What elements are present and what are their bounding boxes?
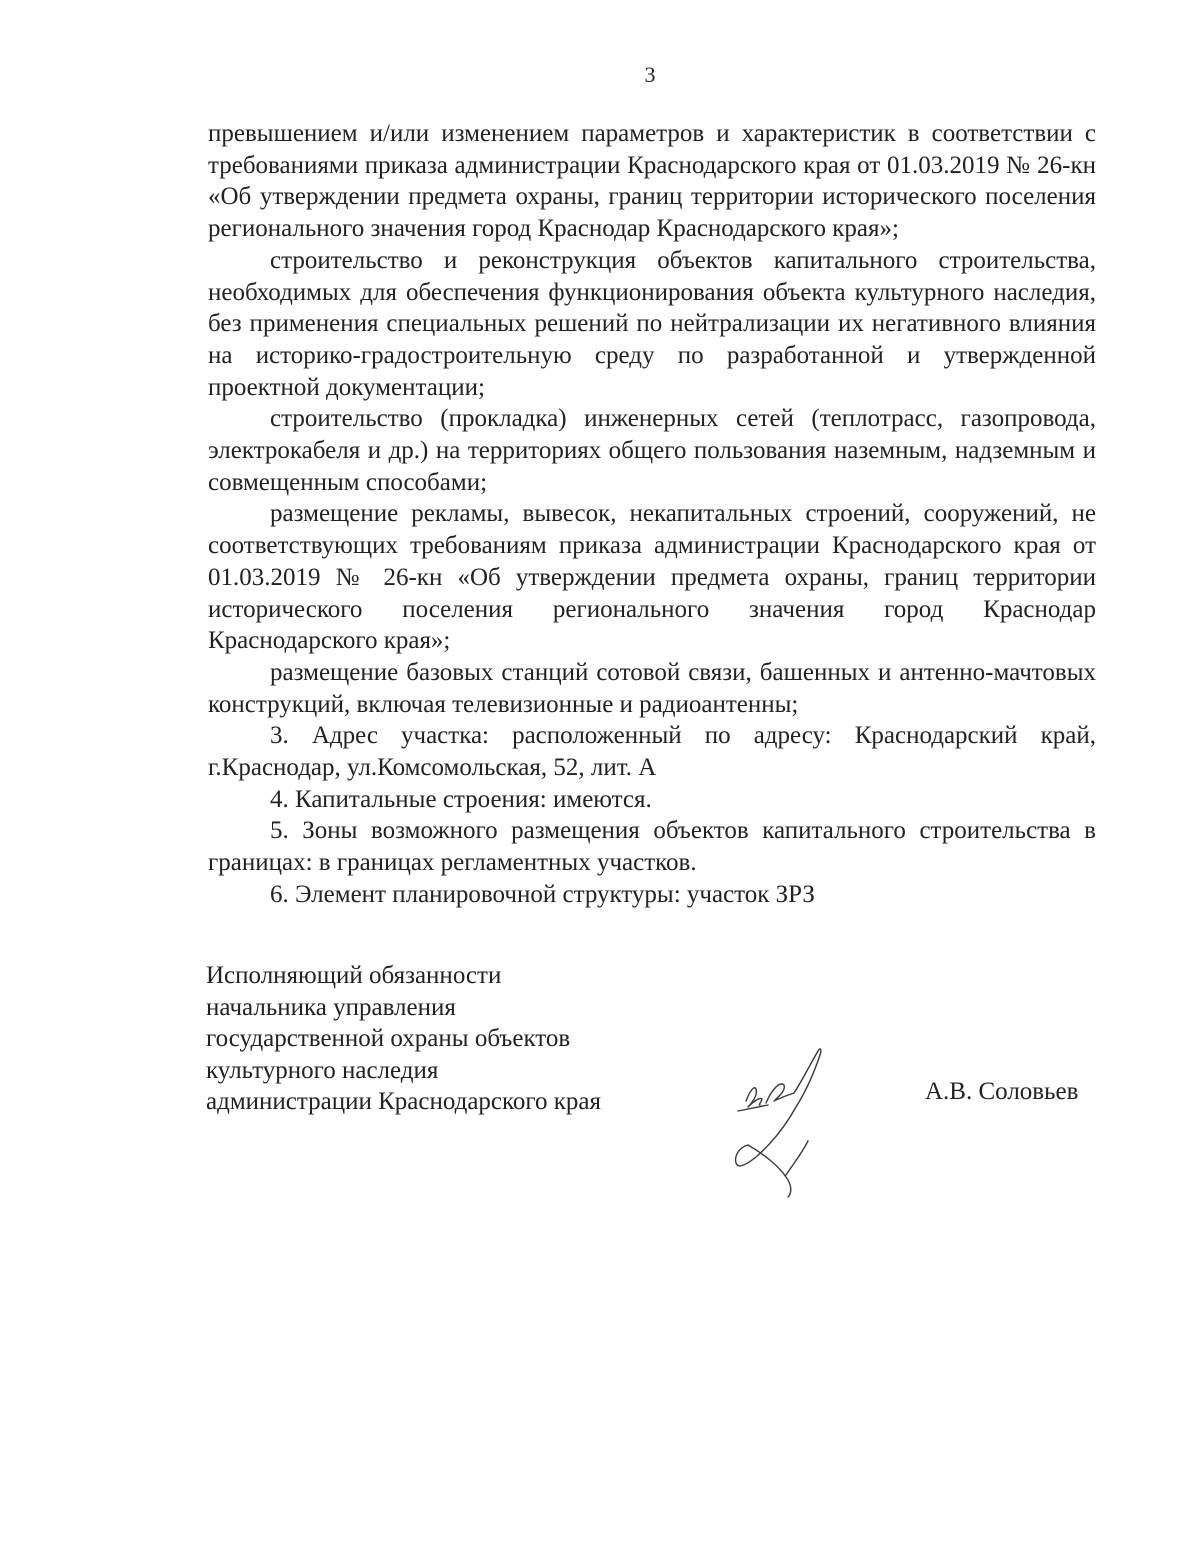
position-line: Исполняющий обязанности <box>206 962 502 989</box>
position-line: администрации Краснодарского края <box>206 1088 602 1115</box>
position-line: культурного наследия <box>206 1056 439 1084</box>
paragraph: 6. Элемент планировочной структуры: участок ЗРЗ <box>270 880 815 908</box>
paragraph: 4. Капитальные строения: имеются. <box>270 785 652 813</box>
paragraph: размещение рекламы, вывесок, некапитальных строений, сооружений, не соответствующих требованиям приказа администрации Краснодарского края от 01.03.2019 № 26-кн «Об утверждении предмета охраны, границ территории исторического поселения регионального значения город Краснодар Краснодарского края»; <box>208 500 1096 655</box>
paragraph: строительство и реконструкция объектов капитального строительства, необходимых для обеспечения функционирования объекта культурного наследия, без применения специальных решений по нейтрализации их негативного влияния на историко-градостроительную среду по разработанной и утвержденной проектной документации; <box>208 246 1096 401</box>
paragraph: 3. Адрес участка: расположенный по адресу: Краснодарский край, г.Краснодар, ул.Комсомольская, 52, лит. А <box>208 722 1096 782</box>
document-body <box>208 118 1096 911</box>
position-line: государственной охраны объектов <box>206 1025 571 1052</box>
paragraph: размещение базовых станций сотовой связи, башенных и антенно-мачтовых конструкций, включая телевизионные и радиоантенны; <box>208 658 1096 718</box>
position-line: начальника управления <box>206 993 456 1021</box>
signer-name: А.В. Соловьев <box>925 1078 1079 1105</box>
paragraph: 5. Зоны возможного размещения объектов капитального строительства в границах: в границах регламентных участков. <box>208 817 1096 877</box>
handwritten-signature <box>728 1045 838 1200</box>
paragraph: превышением и/или изменением параметров и характеристик в соответствии с требованиями приказа администрации Краснодарского края от 01.03.2019 № 26-кн «Об утверждении предмета охраны, границ территории исторического поселения регионального значения город Краснодар Краснодарского края»; <box>208 120 1096 243</box>
page-number: 3 <box>644 62 656 87</box>
paragraph: строительство (прокладка) инженерных сетей (теплотрасс, газопровода, электрокабеля и др.) на территориях общего пользования наземным, надземным и совмещенным способами; <box>208 405 1096 496</box>
signatory-position <box>206 960 706 1118</box>
